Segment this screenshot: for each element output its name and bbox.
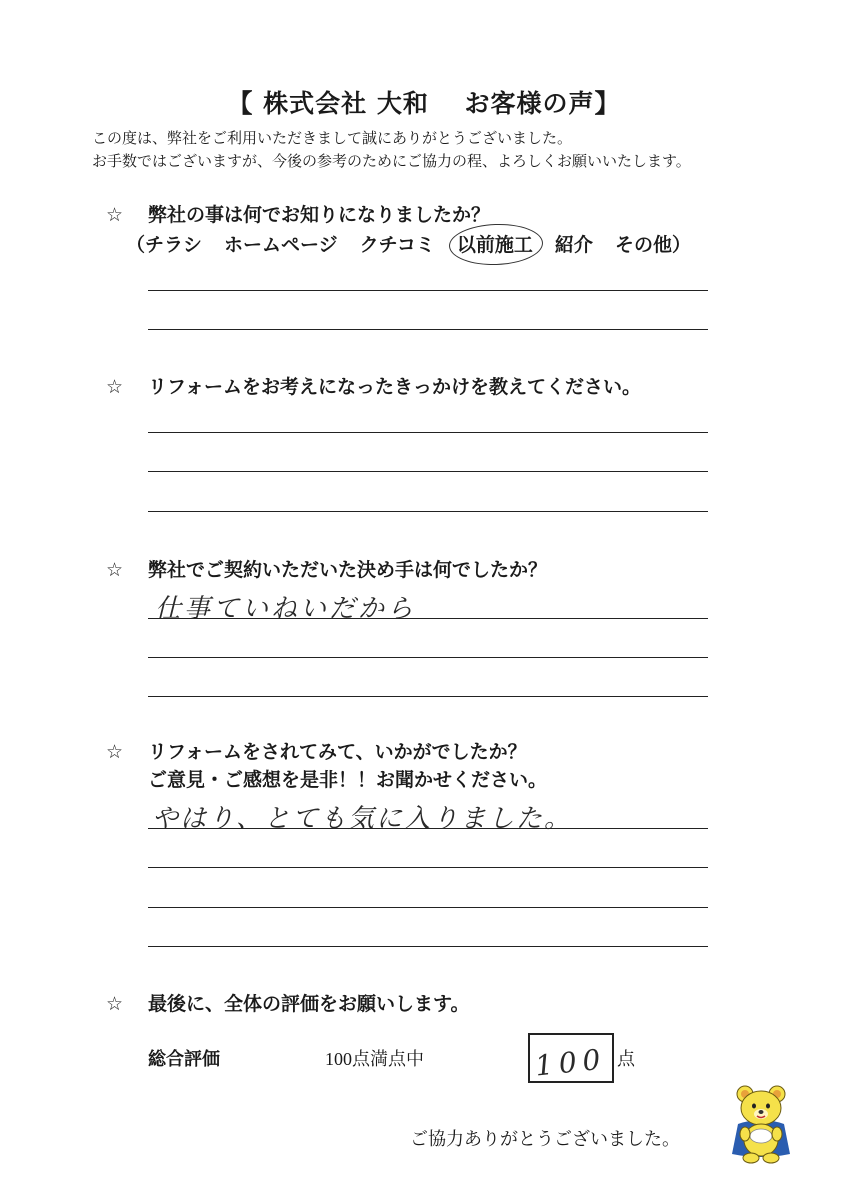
star-icon: ☆ — [106, 376, 124, 398]
answer-line — [148, 907, 708, 908]
page-title: 【 株式会社 大和 お客様の声】 — [227, 89, 621, 118]
handwritten-answer-3: 仕事ていねいだから — [155, 594, 417, 624]
rating-scale-text: 100点満点中 — [325, 1049, 424, 1069]
option-other[interactable]: その他 — [614, 234, 672, 256]
answer-line — [148, 828, 708, 829]
question-2 — [106, 372, 641, 399]
handwritten-score: 100 — [533, 1042, 608, 1083]
answer-line — [148, 867, 708, 868]
overall-rating-label: 総合評価 — [148, 1049, 220, 1070]
answer-line — [148, 290, 708, 291]
bear-mascot-icon — [728, 1082, 794, 1166]
answer-line — [148, 618, 708, 619]
answer-line — [148, 471, 708, 472]
answer-line — [148, 329, 708, 330]
question-5-text: 最後に、全体の評価をお願いします。 — [148, 993, 470, 1015]
star-icon: ☆ — [106, 741, 124, 763]
question-3-text: 弊社でご契約いただいた決め手は何でしたか？ — [148, 559, 548, 581]
handwritten-answer-4: やはり、とても気に入りました。 — [152, 804, 573, 834]
answer-line — [148, 946, 708, 947]
intro-line-2: お手数ではございますが、今後の参考のためにご協力の程、よろしくお願いいたします。 — [92, 152, 691, 170]
question-4 — [106, 737, 527, 764]
star-icon: ☆ — [106, 204, 124, 226]
answer-line — [148, 696, 708, 697]
question-1-options: （チラシ ホームページ クチコミ 以前施工 紹介 その他） — [126, 230, 691, 257]
closing-message: ご協力ありがとうございました。 — [410, 1129, 680, 1150]
star-icon: ☆ — [106, 559, 124, 581]
option-flyer[interactable]: チラシ — [145, 234, 203, 256]
question-3 — [106, 555, 547, 582]
question-2-text: リフォームをお考えになったきっかけを教えてください。 — [148, 376, 642, 398]
question-1-text: 弊社の事は何でお知りになりましたか？ — [148, 204, 491, 226]
option-referral[interactable]: 紹介 — [554, 234, 593, 256]
question-4-text: リフォームをされてみて、いかがでしたか？ — [148, 741, 527, 763]
answer-line — [148, 432, 708, 433]
answer-line — [148, 511, 708, 512]
option-homepage[interactable]: ホームページ — [224, 234, 338, 256]
option-word-of-mouth[interactable]: クチコミ — [359, 234, 435, 256]
option-previous-work-selected[interactable]: 以前施工 — [457, 230, 533, 257]
answer-line — [148, 657, 708, 658]
star-icon: ☆ — [106, 993, 124, 1015]
question-5 — [106, 989, 469, 1016]
score-unit: 点 — [617, 1049, 635, 1069]
intro-line-1: この度は、弊社をご利用いただきまして誠にありがとうございました。 — [92, 129, 573, 147]
question-4-subtext: ご意見・ご感想を是非！！お聞かせください。 — [148, 769, 548, 791]
question-1 — [106, 200, 490, 227]
